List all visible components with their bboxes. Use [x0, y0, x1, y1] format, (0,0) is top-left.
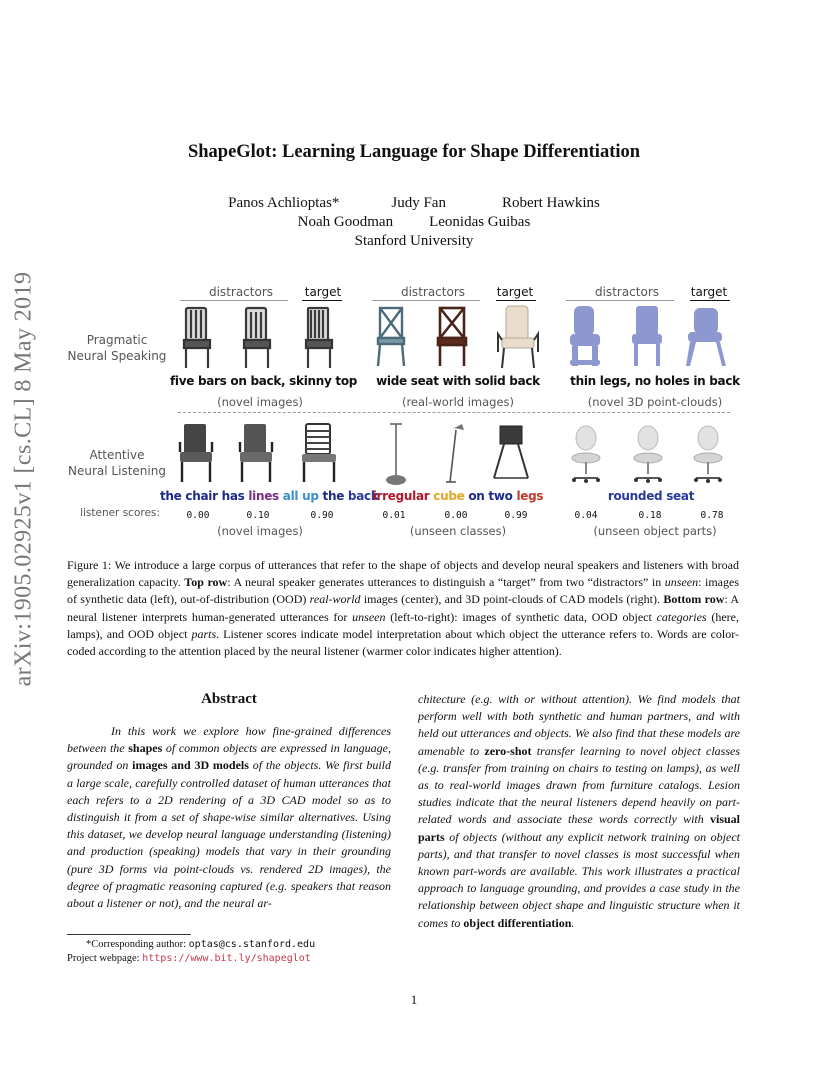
abstract-right-column — [418, 691, 740, 932]
abstract-bold: object differentiation — [463, 915, 572, 930]
caption-text: (here, lamps), and OOD object — [67, 609, 740, 641]
attention-word: up — [302, 489, 323, 503]
score-3-1: 0.04 — [574, 510, 598, 521]
score-1-2: 0.10 — [246, 510, 270, 521]
project-webpage-link[interactable]: https://www.bit.ly/shapeglot — [142, 953, 311, 964]
attention-word: two — [488, 489, 517, 503]
corresponding-email-link[interactable]: optas@cs.stanford.edu — [188, 939, 316, 950]
score-3-3: 0.78 — [700, 510, 724, 521]
target-rule-1 — [302, 300, 342, 301]
listener-utterance-1 — [160, 489, 379, 503]
distractors-label-1: distractors — [208, 285, 274, 299]
paper-title: ShapeGlot: Learning Language for Shape Differentiation — [187, 142, 641, 162]
page-number: 1 — [410, 992, 418, 1007]
caption-text: : images of synthetic data (left), out-of-distribution (OOD) — [67, 575, 739, 607]
author-achlioptas: Panos Achlioptas* — [228, 195, 340, 211]
figure-caption — [67, 557, 739, 660]
speaker-utterance-3: thin legs, no holes in back — [570, 374, 740, 388]
attention-word: all — [282, 489, 303, 503]
row-label-speaking-2: Neural Speaking — [67, 349, 167, 363]
abstract-text: transfer learning to novel object classes (e.g. transfer from training on chairs to testing on lamps), as well as to real-world images drawn from furniture catalogs. Lesion studies indicate that the neural listeners depend heavily on part-related words and associate these words correctly with — [418, 743, 740, 827]
floor-lamp-icon — [386, 424, 406, 485]
armchair-icon — [240, 424, 272, 482]
attention-word: rounded — [607, 489, 667, 503]
score-1-3: 0.90 — [310, 510, 334, 521]
author-goodman: Noah Goodman — [297, 214, 394, 230]
listener-utterance-2 — [360, 489, 556, 503]
target-label-2: target — [496, 285, 534, 299]
caption-italic: unseen — [352, 609, 386, 624]
attention-word: seat — [666, 489, 695, 503]
author-guibas: Leonidas Guibas — [429, 214, 531, 230]
footnote-rule — [67, 934, 191, 935]
office-chair-icon — [572, 426, 600, 483]
speaker-sub-3: (novel 3D point-clouds) — [587, 395, 723, 409]
pointcloud-chair-icon — [686, 308, 726, 366]
armchair-slats-icon — [302, 424, 336, 482]
row-label-listening-1: Attentive — [89, 448, 145, 462]
attention-word: has — [221, 489, 249, 503]
chair-bars-icon — [244, 308, 270, 368]
speaker-utterance-1: five bars on back, skinny top — [170, 374, 358, 388]
attention-word: lines — [248, 489, 283, 503]
target-label-1: target — [304, 285, 342, 299]
caption-text: Figure 1: We introduce a large corpus of utterances that refer to the shape of objects and develop neural speakers and listeners with broad generalization capacity. — [67, 558, 739, 590]
score-2-2: 0.00 — [444, 510, 468, 521]
listener-sub-1: (novel images) — [217, 524, 303, 538]
speaker-utterance-2: wide seat with solid back — [376, 374, 540, 388]
abstract-bold: images and 3D models — [132, 758, 249, 773]
caption-text: : A neural listener interprets human-generated utterances for — [67, 592, 739, 624]
arc-lamp-icon — [446, 424, 464, 482]
armchair-upholstered-icon — [498, 306, 538, 368]
abstract-heading: Abstract — [201, 691, 257, 707]
office-chair-icon — [634, 426, 662, 483]
abstract-left-column — [67, 723, 391, 912]
listener-sub-2: (unseen classes) — [409, 524, 507, 538]
distractors-label-3: distractors — [594, 285, 660, 299]
abstract-text: . — [571, 915, 575, 930]
row-label-speaking — [64, 332, 170, 364]
caption-italic: unseen — [664, 575, 699, 590]
distractors-rule-3 — [566, 300, 674, 301]
caption-text: : A neural speaker generates utterances to distinguish a “target” from two “distractors” in — [227, 575, 665, 590]
attention-word: on — [468, 489, 489, 503]
target-rule-2 — [496, 300, 536, 301]
attention-word: back — [347, 489, 379, 503]
attention-word: chair — [185, 489, 222, 503]
listener-objects — [170, 420, 750, 488]
caption-text: (left-to-right): images of synthetic data, OOD object — [385, 609, 657, 624]
attention-word: irregular — [372, 489, 434, 503]
footnote-label: Project webpage: — [67, 953, 143, 964]
chair-bars-icon — [306, 308, 332, 368]
score-2-3: 0.99 — [504, 510, 528, 521]
author-hawkins: Robert Hawkins — [501, 195, 600, 211]
attention-word: the — [322, 489, 348, 503]
listener-sub-3: (unseen object parts) — [593, 524, 717, 538]
chair-bars-icon — [184, 308, 210, 368]
row-label-listening — [64, 447, 170, 479]
chair-wood-icon — [438, 308, 466, 366]
score-2-1: 0.01 — [382, 510, 406, 521]
chair-cross-back-icon — [378, 308, 404, 366]
footnote-label: *Corresponding author: — [86, 939, 189, 950]
abstract-text: of objects (without any explicit network training on object parts), and that transfer to novel classes is most successful when known part-words are available. This work illustrates a practical approach to language grounding, and provides a case study in the relationship between object shape and linguistic structure when it comes to — [418, 829, 740, 930]
distractors-label-2: distractors — [400, 285, 466, 299]
score-3-2: 0.18 — [638, 510, 662, 521]
caption-text: . Listener scores indicate model interpretation about which object the utterance refers to. Words are color-coded according to the attention placed by the neural listener (warmer color indicates higher attention). — [67, 626, 739, 659]
abstract-bold: zero-shot — [484, 743, 532, 758]
abstract-text: In this work we explore how fine-grained differences between the — [67, 724, 391, 756]
listener-scores-label: listener scores: — [80, 507, 160, 519]
abstract-bold: shapes — [128, 741, 163, 756]
footnote-webpage — [67, 952, 467, 966]
abstract-text: of common objects are expressed in language, grounded on — [67, 741, 391, 773]
arxiv-stamp-text: arXiv:1905.02925v1 [cs.CL] 8 May 2019 — [10, 271, 37, 687]
caption-italic: real-world — [309, 592, 361, 607]
caption-italic: parts — [191, 626, 217, 641]
abstract-bold: visual parts — [418, 812, 740, 844]
distractors-rule-2 — [372, 300, 480, 301]
row-label-listening-2: Neural Listening — [68, 464, 166, 478]
abstract-text: chitecture (e.g. with or without attention). We find models that perform well with both synthetic and human partners, and with held out utterances and objects. We also find that these models are amenable to — [418, 692, 740, 758]
footnote-corresponding — [86, 938, 486, 952]
caption-top-row: Top row — [184, 575, 228, 590]
office-chair-icon — [694, 426, 722, 483]
row-label-speaking-1: Pragmatic — [86, 333, 148, 347]
armchair-icon — [180, 424, 212, 482]
abstract-text: of the objects. We first build a large scale, carefully controlled dataset of human utterances that each refers to a 2D rendering of a 3D CAD model so as to distinguish it from a set of shape-wise similar alternatives. Using this dataset, we develop neural language understanding (listening) and production (speaking) models that vary in their grounding (pure 3D forms via point-clouds vs. rendered 2D images), the degree of pragmatic reasoning captured (e.g. speakers that reason about a listener or not), and the neural ar- — [67, 758, 391, 911]
target-label-3: target — [690, 285, 728, 299]
attention-word: the — [160, 489, 186, 503]
caption-bottom-row: Bottom row — [663, 592, 725, 607]
distractors-rule-1 — [180, 300, 288, 301]
affiliation: Stanford University — [354, 233, 474, 249]
row-separator — [178, 412, 730, 413]
speaker-sub-2: (real-world images) — [401, 395, 515, 409]
attention-word: legs — [516, 489, 544, 503]
listener-utterance-3 — [556, 489, 746, 503]
speaker-sub-1: (novel images) — [217, 395, 303, 409]
caption-italic: categories — [656, 609, 707, 624]
speaker-objects — [170, 302, 750, 372]
cube-lamp-icon — [494, 426, 528, 478]
attention-word: cube — [433, 489, 469, 503]
author-fan: Judy Fan — [391, 195, 446, 211]
caption-text: images (center), and 3D point-clouds of CAD models (right). — [360, 592, 664, 607]
target-rule-3 — [690, 300, 730, 301]
pointcloud-chair-icon — [570, 306, 600, 366]
score-1-1: 0.00 — [186, 510, 210, 521]
pointcloud-chair-icon — [632, 306, 662, 366]
